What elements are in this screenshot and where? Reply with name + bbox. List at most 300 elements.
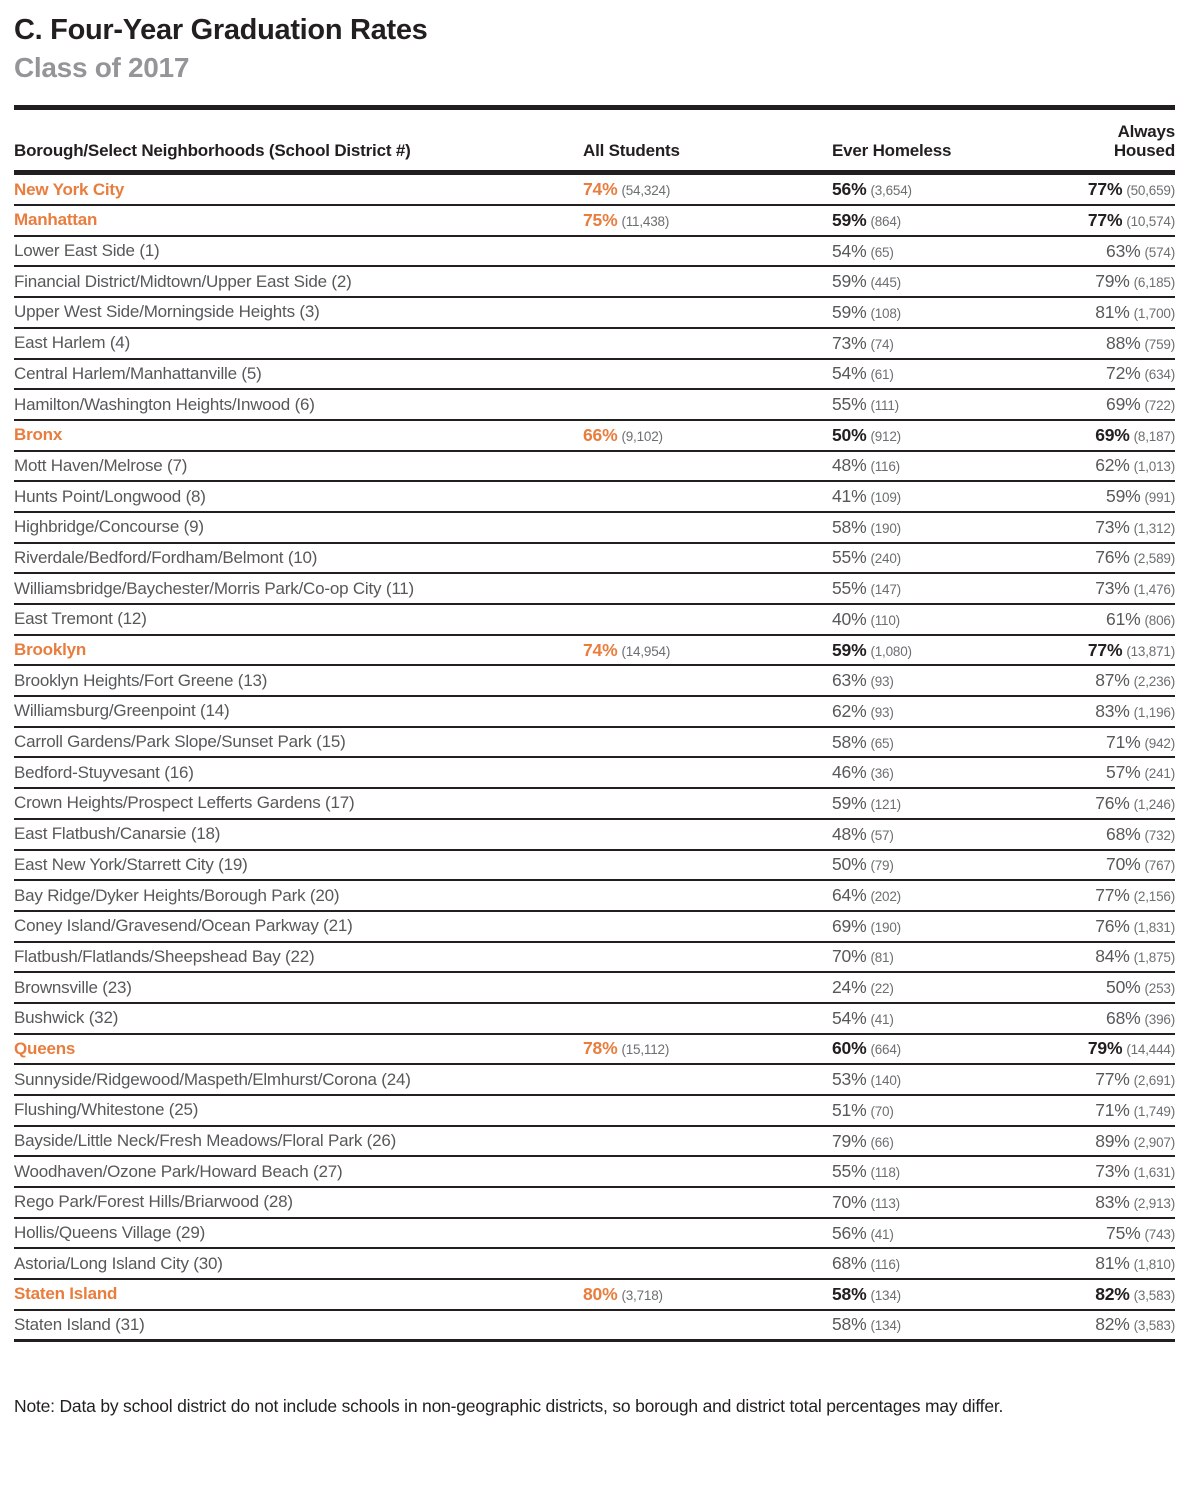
all-students-cell [583, 1008, 832, 1029]
table-row [14, 1188, 1175, 1219]
ever-homeless-count: (36) [870, 766, 894, 782]
row-label-cell [14, 1284, 583, 1304]
always-housed-cell [1013, 946, 1175, 967]
ever-homeless-percent: 55% [832, 547, 867, 568]
all-students-cell [583, 916, 832, 937]
ever-homeless-percent: 59% [832, 209, 867, 230]
ever-homeless-count: (134) [870, 1318, 901, 1334]
neighborhood-label: Central Harlem/Manhattanville (5) [14, 363, 262, 383]
always-housed-percent: 79% [1087, 1038, 1123, 1059]
all-students-cell [583, 1253, 832, 1274]
always-housed-count: (1,013) [1133, 459, 1175, 475]
table-row [14, 1096, 1175, 1127]
ever-homeless-count: (116) [870, 1257, 900, 1273]
ever-homeless-cell [832, 486, 1013, 507]
ever-homeless-percent: 64% [832, 885, 867, 906]
always-housed-count: (6,185) [1133, 275, 1175, 291]
always-housed-count: (1,476) [1133, 582, 1175, 598]
ever-homeless-cell [832, 425, 1013, 446]
ever-homeless-cell [832, 302, 1013, 323]
all-students-cell [583, 701, 832, 722]
always-housed-cell [1013, 1223, 1175, 1244]
row-label-cell [14, 425, 583, 445]
always-housed-count: (1,312) [1133, 520, 1175, 536]
table-row [14, 851, 1175, 882]
always-housed-cell [1013, 885, 1175, 906]
always-housed-percent: 73% [1095, 578, 1130, 599]
always-housed-percent: 59% [1106, 486, 1141, 507]
neighborhood-label: Crown Heights/Prospect Lefferts Gardens (17) [14, 793, 355, 813]
always-housed-percent: 75% [1106, 1222, 1141, 1243]
ever-homeless-cell [832, 1314, 1013, 1335]
header-borough-neighborhoods: Borough/Select Neighborhoods (School District #) [14, 141, 411, 161]
ever-homeless-cell [832, 732, 1013, 753]
ever-homeless-cell [832, 455, 1013, 476]
always-housed-count: (2,913) [1133, 1195, 1175, 1211]
table-row [14, 666, 1175, 697]
always-housed-cell [1013, 271, 1175, 292]
always-housed-count: (1,810) [1133, 1257, 1175, 1273]
row-label-cell [14, 1131, 583, 1151]
all-students-cell [583, 1314, 832, 1335]
ever-homeless-count: (110) [870, 612, 900, 628]
ever-homeless-count: (113) [870, 1195, 900, 1211]
row-label-cell [14, 701, 583, 721]
always-housed-cell [1013, 1131, 1175, 1152]
neighborhood-label: Brooklyn Heights/Fort Greene (13) [14, 670, 268, 690]
ever-homeless-percent: 58% [832, 731, 867, 752]
always-housed-cell [1013, 1284, 1175, 1305]
always-housed-count: (1,749) [1133, 1103, 1175, 1119]
row-label-cell [14, 487, 583, 507]
ever-homeless-cell [832, 885, 1013, 906]
neighborhood-label: Lower East Side (1) [14, 241, 160, 261]
always-housed-count: (1,631) [1133, 1165, 1175, 1181]
ever-homeless-count: (57) [870, 827, 894, 843]
all-students-cell [583, 1069, 832, 1090]
ever-homeless-count: (111) [870, 398, 899, 414]
always-housed-percent: 77% [1095, 1069, 1130, 1090]
ever-homeless-percent: 60% [832, 1038, 867, 1059]
table-row [14, 1311, 1175, 1342]
row-label-cell [14, 763, 583, 783]
row-label-cell [14, 1070, 583, 1090]
always-housed-cell [1013, 1192, 1175, 1213]
always-housed-percent: 84% [1095, 946, 1130, 967]
ever-homeless-percent: 69% [832, 915, 867, 936]
all-students-cell [583, 670, 832, 691]
always-housed-cell [1013, 732, 1175, 753]
all-students-count: (11,438) [621, 213, 670, 229]
always-housed-cell [1013, 1314, 1175, 1335]
ever-homeless-cell [832, 946, 1013, 967]
ever-homeless-count: (22) [870, 981, 894, 997]
row-label-cell [14, 855, 583, 875]
all-students-cell [583, 1284, 832, 1305]
all-students-cell [583, 517, 832, 538]
ever-homeless-percent: 68% [832, 1253, 867, 1274]
ever-homeless-count: (864) [870, 213, 901, 229]
always-housed-cell [1013, 547, 1175, 568]
ever-homeless-cell [832, 1223, 1013, 1244]
always-housed-cell [1013, 517, 1175, 538]
always-housed-percent: 77% [1087, 179, 1123, 200]
all-students-percent: 78% [583, 1038, 618, 1059]
ever-homeless-cell [832, 210, 1013, 231]
neighborhood-label: Bronx [14, 425, 63, 445]
ever-homeless-cell [832, 241, 1013, 262]
ever-homeless-count: (147) [870, 582, 901, 598]
table-header-row [14, 110, 1175, 175]
neighborhood-label: Financial District/Midtown/Upper East Side (2) [14, 271, 352, 291]
all-students-percent: 74% [583, 179, 618, 200]
row-label-cell [14, 1162, 583, 1182]
always-housed-percent: 88% [1106, 332, 1141, 353]
always-housed-cell [1013, 363, 1175, 384]
ever-homeless-percent: 24% [832, 977, 867, 998]
always-housed-count: (1,875) [1133, 950, 1175, 966]
neighborhood-label: Hamilton/Washington Heights/Inwood (6) [14, 394, 315, 414]
all-students-count: (9,102) [621, 428, 663, 444]
row-label-cell [14, 302, 583, 322]
row-label-cell [14, 272, 583, 292]
neighborhood-label: East Harlem (4) [14, 333, 131, 353]
ever-homeless-cell [832, 1253, 1013, 1274]
neighborhood-label: Mott Haven/Melrose (7) [14, 455, 188, 475]
all-students-cell [583, 1100, 832, 1121]
ever-homeless-percent: 58% [832, 1283, 867, 1304]
always-housed-count: (2,691) [1133, 1073, 1175, 1089]
always-housed-cell [1013, 609, 1175, 630]
table-body [14, 175, 1175, 1341]
table-row [14, 1280, 1175, 1311]
always-housed-count: (50,659) [1126, 183, 1175, 199]
always-housed-count: (2,236) [1133, 674, 1175, 690]
ever-homeless-cell [832, 1131, 1013, 1152]
always-housed-percent: 76% [1095, 915, 1130, 936]
ever-homeless-percent: 55% [832, 578, 867, 599]
always-housed-percent: 83% [1095, 700, 1130, 721]
always-housed-count: (1,196) [1133, 704, 1175, 720]
ever-homeless-percent: 40% [832, 608, 867, 629]
neighborhood-label: Carroll Gardens/Park Slope/Sunset Park (15) [14, 732, 346, 752]
always-housed-percent: 68% [1106, 1007, 1141, 1028]
row-label-cell [14, 1100, 583, 1120]
all-students-cell [583, 609, 832, 630]
ever-homeless-count: (3,654) [870, 183, 912, 199]
ever-homeless-percent: 46% [832, 762, 867, 783]
ever-homeless-cell [832, 916, 1013, 937]
neighborhood-label: Riverdale/Bedford/Fordham/Belmont (10) [14, 547, 318, 567]
always-housed-percent: 70% [1106, 854, 1141, 875]
row-label-cell [14, 548, 583, 568]
all-students-cell [583, 302, 832, 323]
neighborhood-label: Bushwick (32) [14, 1008, 119, 1028]
neighborhood-label: New York City [14, 179, 125, 199]
table-row [14, 605, 1175, 636]
always-housed-cell [1013, 1100, 1175, 1121]
row-label-cell [14, 1223, 583, 1243]
ever-homeless-percent: 59% [832, 271, 867, 292]
table-row [14, 1249, 1175, 1280]
always-housed-percent: 68% [1106, 823, 1141, 844]
always-housed-cell [1013, 179, 1175, 200]
neighborhood-label: Brooklyn [14, 640, 87, 660]
always-housed-percent: 89% [1095, 1130, 1130, 1151]
ever-homeless-count: (240) [870, 551, 901, 567]
always-housed-count: (2,589) [1133, 551, 1175, 567]
always-housed-cell [1013, 640, 1175, 661]
always-housed-count: (8,187) [1133, 428, 1175, 444]
ever-homeless-count: (65) [870, 735, 894, 751]
ever-homeless-count: (445) [870, 275, 901, 291]
always-housed-count: (722) [1144, 398, 1175, 414]
always-housed-cell [1013, 793, 1175, 814]
all-students-cell [583, 394, 832, 415]
row-label-cell [14, 517, 583, 537]
always-housed-cell [1013, 824, 1175, 845]
neighborhood-label: Manhattan [14, 210, 98, 230]
ever-homeless-count: (93) [870, 674, 894, 690]
ever-homeless-percent: 70% [832, 946, 867, 967]
ever-homeless-percent: 56% [832, 1222, 867, 1243]
always-housed-cell [1013, 670, 1175, 691]
always-housed-cell [1013, 916, 1175, 937]
ever-homeless-percent: 58% [832, 1314, 867, 1335]
header-all-students: All Students [583, 141, 680, 161]
all-students-cell [583, 1161, 832, 1182]
neighborhood-label: East Tremont (12) [14, 609, 147, 629]
table-row [14, 1004, 1175, 1035]
ever-homeless-cell [832, 333, 1013, 354]
always-housed-cell [1013, 425, 1175, 446]
neighborhood-label: Staten Island [14, 1284, 118, 1304]
ever-homeless-cell [832, 670, 1013, 691]
ever-homeless-cell [832, 640, 1013, 661]
ever-homeless-cell [832, 1161, 1013, 1182]
neighborhood-label: Astoria/Long Island City (30) [14, 1253, 223, 1273]
ever-homeless-cell [832, 854, 1013, 875]
all-students-cell [583, 241, 832, 262]
all-students-cell [583, 732, 832, 753]
ever-homeless-count: (664) [870, 1042, 901, 1058]
ever-homeless-count: (93) [870, 704, 894, 720]
ever-homeless-count: (121) [870, 796, 901, 812]
table-row [14, 728, 1175, 759]
all-students-percent: 75% [583, 209, 618, 230]
ever-homeless-cell [832, 1069, 1013, 1090]
all-students-cell [583, 640, 832, 661]
row-label-cell [14, 1254, 583, 1274]
row-label-cell [14, 640, 583, 660]
table-row [14, 636, 1175, 667]
always-housed-cell [1013, 455, 1175, 476]
ever-homeless-cell [832, 271, 1013, 292]
row-label-cell [14, 1192, 583, 1212]
always-housed-cell [1013, 762, 1175, 783]
always-housed-count: (1,831) [1133, 919, 1175, 935]
table-row [14, 1157, 1175, 1188]
neighborhood-label: Hollis/Queens Village (29) [14, 1223, 206, 1243]
always-housed-percent: 50% [1106, 977, 1141, 998]
table-row [14, 789, 1175, 820]
table-row [14, 329, 1175, 360]
all-students-cell [583, 793, 832, 814]
ever-homeless-count: (1,080) [870, 643, 912, 659]
table-row [14, 452, 1175, 483]
always-housed-count: (759) [1144, 336, 1175, 352]
ever-homeless-percent: 48% [832, 455, 867, 476]
always-housed-cell [1013, 1069, 1175, 1090]
always-housed-count: (574) [1144, 244, 1175, 260]
table-row [14, 943, 1175, 974]
ever-homeless-cell [832, 609, 1013, 630]
ever-homeless-percent: 53% [832, 1069, 867, 1090]
footnote: Note: Data by school district do not include schools in non-geographic districts, so borough and district total percentages may differ. [14, 1395, 1004, 1416]
table-row [14, 267, 1175, 298]
row-label-cell [14, 1008, 583, 1028]
row-label-cell [14, 732, 583, 752]
ever-homeless-percent: 62% [832, 700, 867, 721]
always-housed-count: (3,583) [1133, 1287, 1175, 1303]
ever-homeless-percent: 59% [832, 301, 867, 322]
all-students-cell [583, 547, 832, 568]
always-housed-cell [1013, 241, 1175, 262]
always-housed-percent: 71% [1095, 1099, 1130, 1120]
neighborhood-label: Williamsbridge/Baychester/Morris Park/Co-op City (11) [14, 578, 415, 598]
all-students-cell [583, 977, 832, 998]
ever-homeless-percent: 50% [832, 854, 867, 875]
ever-homeless-cell [832, 701, 1013, 722]
always-housed-percent: 63% [1106, 240, 1141, 261]
ever-homeless-count: (109) [870, 490, 901, 506]
ever-homeless-percent: 41% [832, 486, 867, 507]
table-row [14, 1035, 1175, 1066]
table-row [14, 574, 1175, 605]
ever-homeless-count: (65) [870, 244, 894, 260]
ever-homeless-count: (70) [870, 1103, 894, 1119]
ever-homeless-cell [832, 1038, 1013, 1059]
ever-homeless-percent: 73% [832, 332, 867, 353]
always-housed-count: (241) [1144, 766, 1175, 782]
all-students-count: (54,324) [621, 183, 671, 199]
always-housed-cell [1013, 210, 1175, 231]
always-housed-percent: 61% [1106, 608, 1141, 629]
ever-homeless-count: (202) [870, 889, 901, 905]
all-students-cell [583, 455, 832, 476]
all-students-cell [583, 1192, 832, 1213]
always-housed-count: (991) [1144, 490, 1175, 506]
ever-homeless-cell [832, 793, 1013, 814]
always-housed-cell [1013, 1253, 1175, 1274]
always-housed-count: (14,444) [1126, 1042, 1175, 1058]
neighborhood-label: Brownsville (23) [14, 977, 132, 997]
table-row [14, 1065, 1175, 1096]
row-label-cell [14, 364, 583, 384]
always-housed-percent: 73% [1095, 516, 1130, 537]
row-label-cell [14, 671, 583, 691]
ever-homeless-cell [832, 1008, 1013, 1029]
ever-homeless-percent: 70% [832, 1191, 867, 1212]
ever-homeless-percent: 54% [832, 1007, 867, 1028]
all-students-cell [583, 486, 832, 507]
ever-homeless-count: (66) [870, 1134, 894, 1150]
always-housed-cell [1013, 333, 1175, 354]
ever-homeless-cell [832, 517, 1013, 538]
row-label-cell [14, 241, 583, 261]
ever-homeless-count: (912) [870, 428, 901, 444]
ever-homeless-percent: 50% [832, 424, 867, 445]
row-label-cell [14, 916, 583, 936]
neighborhood-label: Rego Park/Forest Hills/Briarwood (28) [14, 1192, 293, 1212]
always-housed-count: (1,700) [1133, 305, 1175, 321]
table-row [14, 1219, 1175, 1250]
table-row [14, 912, 1175, 943]
ever-homeless-percent: 54% [832, 363, 867, 384]
row-label-cell [14, 395, 583, 415]
always-housed-percent: 71% [1106, 731, 1141, 752]
ever-homeless-percent: 55% [832, 1161, 867, 1182]
all-students-percent: 74% [583, 639, 618, 660]
always-housed-percent: 72% [1106, 363, 1141, 384]
ever-homeless-cell [832, 547, 1013, 568]
header-ever-homeless: Ever Homeless [832, 141, 952, 161]
row-label-cell [14, 1039, 583, 1059]
neighborhood-label: Sunnyside/Ridgewood/Maspeth/Elmhurst/Corona (24) [14, 1069, 411, 1089]
all-students-cell [583, 179, 832, 200]
table-row [14, 513, 1175, 544]
row-label-cell [14, 978, 583, 998]
ever-homeless-percent: 54% [832, 240, 867, 261]
neighborhood-label: Bay Ridge/Dyker Heights/Borough Park (20) [14, 885, 340, 905]
ever-homeless-count: (190) [870, 919, 901, 935]
row-label-cell [14, 886, 583, 906]
neighborhood-label: Coney Island/Gravesend/Ocean Parkway (21) [14, 916, 353, 936]
table-row [14, 237, 1175, 268]
neighborhood-label: Flatbush/Flatlands/Sheepshead Bay (22) [14, 946, 315, 966]
all-students-percent: 66% [583, 424, 618, 445]
all-students-count: (3,718) [621, 1287, 663, 1303]
neighborhood-label: Upper West Side/Morningside Heights (3) [14, 302, 320, 322]
ever-homeless-cell [832, 179, 1013, 200]
always-housed-percent: 77% [1087, 209, 1123, 230]
always-housed-count: (13,871) [1126, 643, 1175, 659]
all-students-cell [583, 1223, 832, 1244]
table-row [14, 421, 1175, 452]
ever-homeless-percent: 56% [832, 179, 867, 200]
page-title: C. Four-Year Graduation Rates [14, 14, 428, 46]
neighborhood-label: Hunts Point/Longwood (8) [14, 486, 206, 506]
always-housed-count: (396) [1144, 1011, 1175, 1027]
always-housed-cell [1013, 977, 1175, 998]
row-label-cell [14, 947, 583, 967]
neighborhood-label: Queens [14, 1038, 76, 1058]
ever-homeless-count: (108) [870, 305, 901, 321]
table-row [14, 544, 1175, 575]
always-housed-count: (743) [1144, 1226, 1175, 1242]
always-housed-percent: 77% [1087, 639, 1123, 660]
table-row [14, 175, 1175, 206]
always-housed-cell [1013, 1008, 1175, 1029]
row-label-cell [14, 180, 583, 200]
table-row [14, 298, 1175, 329]
all-students-cell [583, 363, 832, 384]
ever-homeless-count: (116) [870, 459, 900, 475]
row-label-cell [14, 579, 583, 599]
ever-homeless-cell [832, 363, 1013, 384]
all-students-cell [583, 1038, 832, 1059]
neighborhood-label: Bedford-Stuyvesant (16) [14, 762, 194, 782]
